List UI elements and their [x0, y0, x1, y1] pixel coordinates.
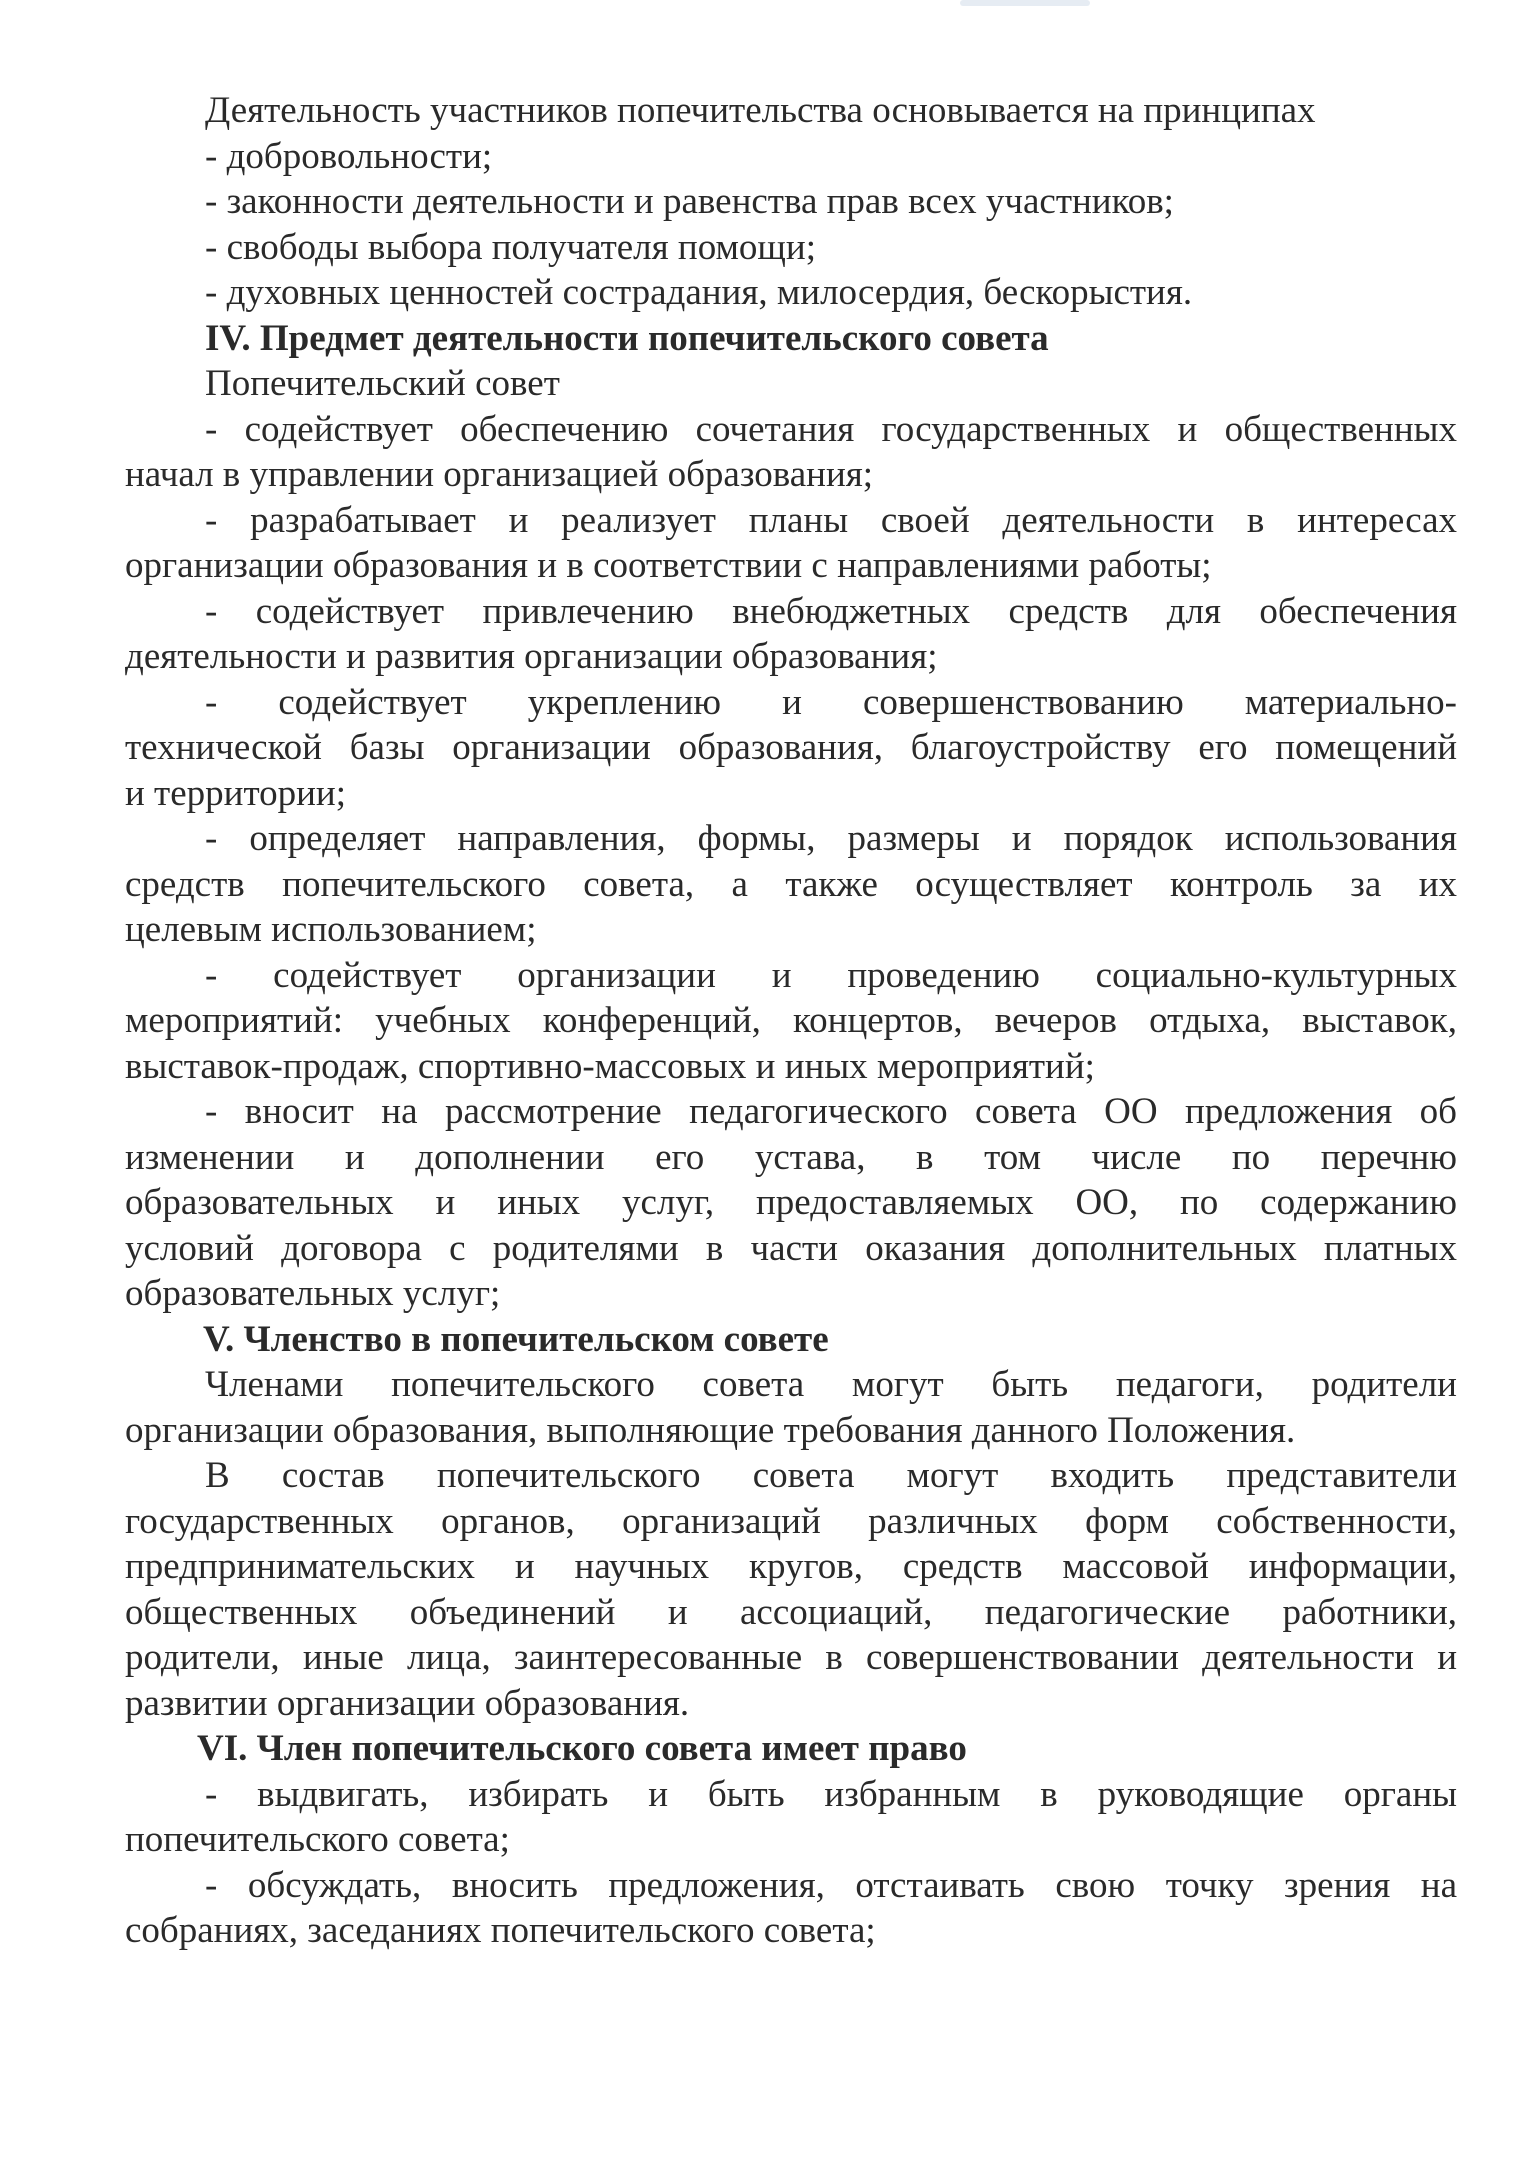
- paragraph-line: и территории;: [125, 772, 347, 814]
- paragraph-line: родители, иные лица, заинтересованные в совершенствовании деятельности и: [125, 1637, 1457, 1678]
- list-item: - содействует привлечению внебюджетных средств для обеспечения: [205, 590, 1457, 632]
- paragraph-line: мероприятий: учебных конференций, концертов, вечеров отдыха, выставок,: [125, 1000, 1457, 1041]
- paragraph-line: организации образования, выполняющие требования данного Положения.: [125, 1409, 1296, 1451]
- list-item: - разрабатывает и реализует планы своей деятельности в интересах: [205, 499, 1457, 541]
- paragraph-line: предпринимательских и научных кругов, средств массовой информации,: [125, 1546, 1457, 1587]
- list-item: - обсуждать, вносить предложения, отстаивать свою точку зрения на: [205, 1864, 1457, 1906]
- section-heading-vi: VI. Член попечительского совета имеет право: [197, 1728, 967, 1769]
- list-item: - содействует организации и проведению социально-культурных: [205, 954, 1457, 996]
- paragraph-line: деятельности и развития организации образования;: [125, 636, 938, 677]
- paragraph-line: Деятельность участников попечительства основывается на принципах: [205, 90, 1316, 131]
- paragraph-line: начал в управлении организацией образования;: [125, 454, 874, 495]
- paragraph-line: Попечительский совет: [205, 363, 560, 404]
- paragraph-line: выставок-продаж, спортивно-массовых и иных мероприятий;: [125, 1045, 1095, 1087]
- list-item: - содействует укреплению и совершенствованию материально-: [205, 681, 1457, 723]
- section-heading-v: V. Членство в попечительском совете: [203, 1318, 829, 1360]
- document-page: [125, 88, 1457, 1954]
- paragraph-line: образовательных услуг;: [125, 1273, 501, 1314]
- paragraph-line: организации образования и в соответствии с направлениями работы;: [125, 545, 1212, 586]
- paragraph-line: общественных объединений и ассоциаций, педагогические работники,: [125, 1591, 1457, 1633]
- scan-artifact: [960, 0, 1090, 6]
- list-item: - свободы выбора получателя помощи;: [205, 226, 816, 268]
- paragraph-line: развитии организации образования.: [125, 1682, 690, 1724]
- list-item: - добровольности;: [205, 135, 493, 177]
- paragraph-line: В состав попечительского совета могут входить представители: [205, 1455, 1457, 1496]
- list-item: - выдвигать, избирать и быть избранным в руководящие органы: [205, 1773, 1457, 1815]
- paragraph-line: технической базы организации образования, благоустройству его помещений: [125, 727, 1457, 768]
- list-item: - законности деятельности и равенства прав всех участников;: [205, 181, 1174, 222]
- paragraph-line: условий договора с родителями в части оказания дополнительных платных: [125, 1227, 1457, 1269]
- paragraph-line: государственных органов, организаций различных форм собственности,: [125, 1500, 1457, 1542]
- list-item: - содействует обеспечению сочетания государственных и общественных: [205, 408, 1457, 450]
- paragraph-line: изменении и дополнении его устава, в том числе по перечню: [125, 1136, 1457, 1178]
- paragraph-line: образовательных и иных услуг, предоставляемых ОО, по содержанию: [125, 1182, 1457, 1223]
- paragraph-line: Членами попечительского совета могут быть педагоги, родители: [205, 1364, 1457, 1405]
- list-item: - вносит на рассмотрение педагогического совета ОО предложения об: [205, 1091, 1457, 1132]
- paragraph-line: целевым использованием;: [125, 909, 537, 950]
- list-item: - определяет направления, формы, размеры и порядок использования: [205, 818, 1457, 859]
- paragraph-line: средств попечительского совета, а также осуществляет контроль за их: [125, 863, 1457, 905]
- paragraph-line: попечительского совета;: [125, 1819, 510, 1860]
- section-heading-iv: IV. Предмет деятельности попечительского совета: [205, 317, 1049, 359]
- list-item: - духовных ценностей сострадания, милосердия, бескорыстия.: [205, 272, 1193, 313]
- paragraph-line: собраниях, заседаниях попечительского совета;: [125, 1910, 876, 1951]
